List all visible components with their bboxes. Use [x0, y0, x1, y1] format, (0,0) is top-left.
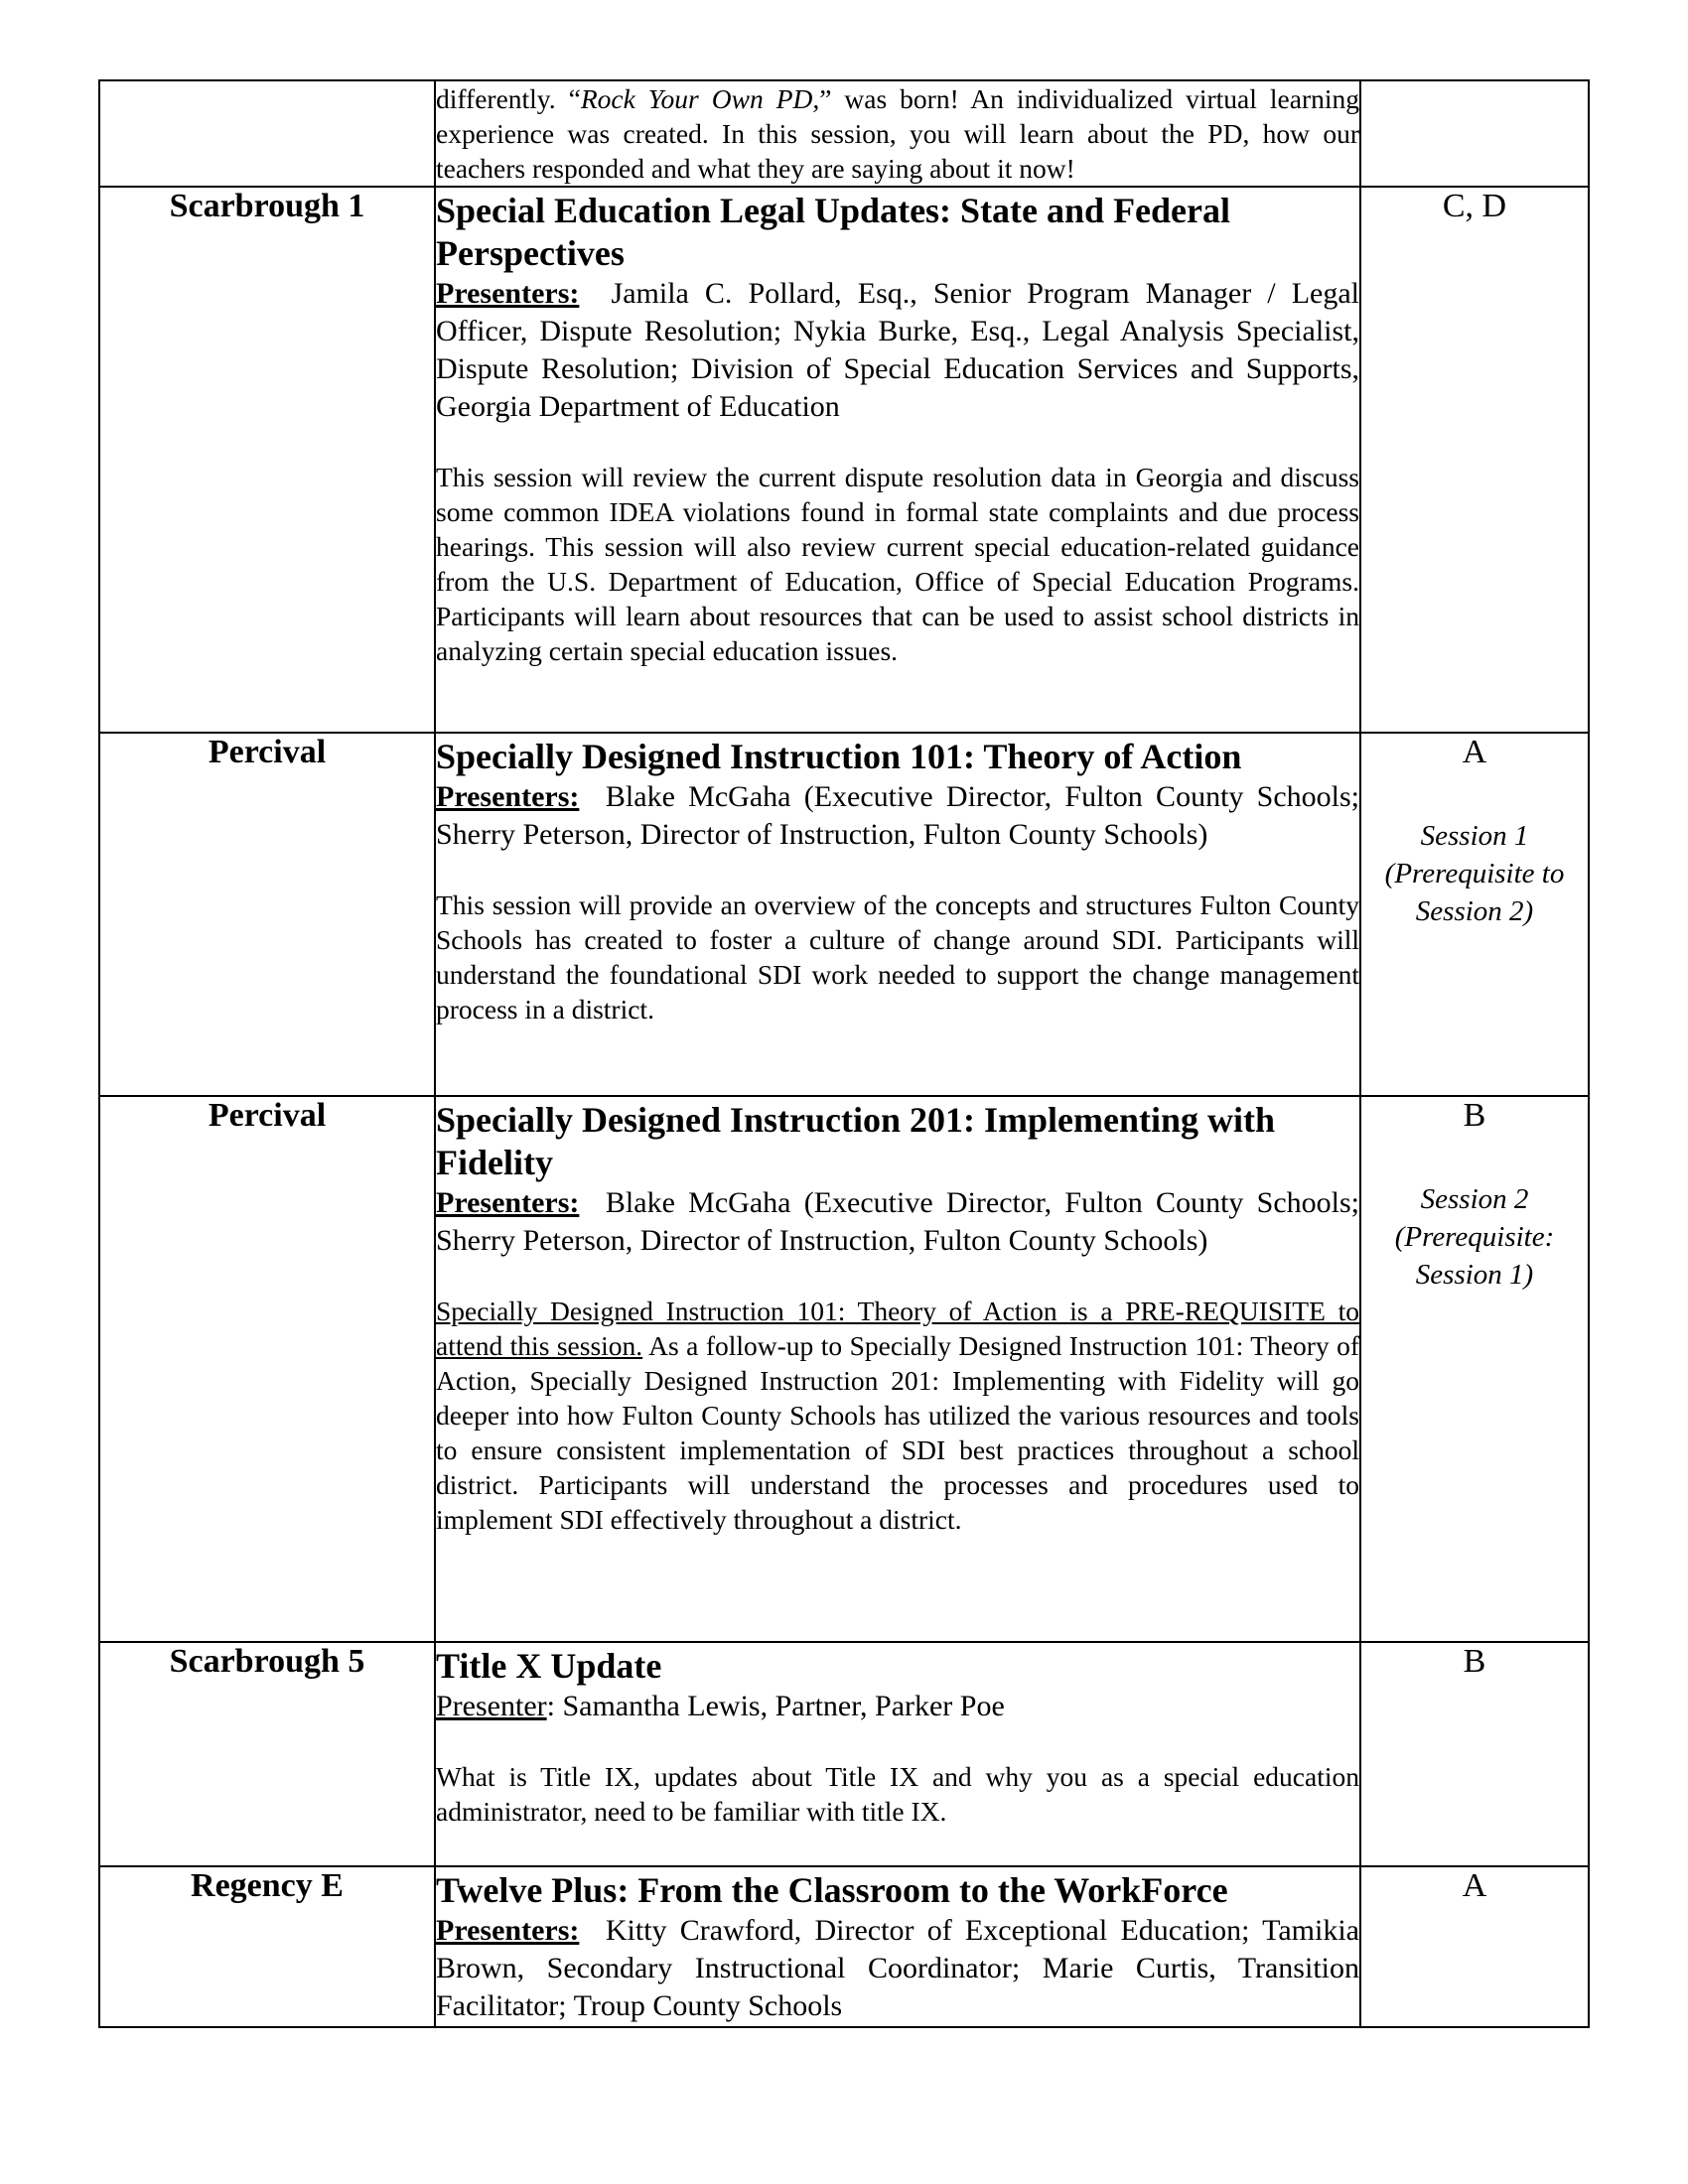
session-presenters: Presenters: Jamila C. Pollard, Esq., Senior Program Manager / Legal Officer, Dispute Resolution; Nykia Burke, Esq., Legal Analysis Specialist, Dispute Resolution; Division of Special Education Services and Supports, Georgia Department of Education	[436, 277, 1360, 423]
session-title: Title X Update	[436, 1646, 662, 1686]
session-presenters: Presenter: Samantha Lewis, Partner, Parker Poe	[436, 1690, 1005, 1722]
table-row	[99, 187, 1589, 733]
session-abstract: This session will review the current dispute resolution data in Georgia and discuss some common IDEA violations found in formal state complaints and due process hearings. This session will also review current special education-related guidance from the U.S. Department of Education, Office of Special Education Programs. Participants will learn about resources that can be used to assist school districts in analyzing certain special education issues.	[436, 462, 1359, 666]
presenters-label: Presenters:	[436, 780, 580, 813]
table-row	[99, 1642, 1589, 1866]
session-presenters: Presenters: Kitty Crawford, Director of Exceptional Education; Tamikia Brown, Secondary Instructional Coordinator; Marie Curtis, Transition Facilitator; Troup County Schools	[436, 1914, 1359, 2022]
session-description	[435, 1096, 1360, 1642]
session-abstract: differently. “Rock Your Own PD,” was born! An individualized virtual learning experience was created. In this session, you will learn about the PD, how our teachers responded and what they are saying about it now!	[436, 83, 1359, 184]
session-title: Special Education Legal Updates: State and Federal Perspectives	[436, 191, 1231, 273]
session-table	[98, 79, 1590, 2028]
session-code: B	[1360, 1642, 1589, 1866]
session-description	[435, 187, 1360, 733]
session-presenters: Presenters: Blake McGaha (Executive Director, Fulton County Schools; Sherry Peterson, Director of Instruction, Fulton County Schools)	[436, 1186, 1360, 1257]
session-code: B Session 2 (Prerequisite: Session 1)	[1360, 1096, 1589, 1642]
presenters-label: Presenter	[436, 1690, 547, 1722]
session-abstract: This session will provide an overview of the concepts and structures Fulton County Schools has created to foster a culture of change around SDI. Participants will understand the foundational SDI work needed to support the change management process in a district.	[436, 889, 1359, 1024]
session-description	[435, 80, 1360, 187]
session-abstract: Specially Designed Instruction 101: Theory of Action is a PRE-REQUISITE to attend this session. As a follow-up to Specially Designed Instruction 101: Theory of Action, Specially Designed Instruction 201: Implementing with Fidelity will go deeper into how Fulton County Schools has utilized the various resources and tools to ensure consistent implementation of SDI best practices throughout a school district. Participants will understand the processes and procedures used to implement SDI effectively throughout a district.	[436, 1296, 1359, 1535]
presenters-label: Presenters:	[436, 277, 580, 310]
prerequisite-notice: Specially Designed Instruction 101: Theory of Action is a PRE-REQUISITE to attend this session.	[436, 1296, 1359, 1361]
room-cell: Regency E	[99, 1866, 435, 2027]
room-cell: Percival	[99, 733, 435, 1096]
session-description	[435, 1642, 1360, 1866]
room-cell: Scarbrough 1	[99, 187, 435, 733]
session-presenters: Presenters: Blake McGaha (Executive Director, Fulton County Schools; Sherry Peterson, Director of Instruction, Fulton County Schools)	[436, 780, 1360, 851]
session-title: Specially Designed Instruction 201: Implementing with Fidelity	[436, 1100, 1276, 1182]
session-code: A	[1360, 1866, 1589, 2027]
room-cell: Scarbrough 5	[99, 1642, 435, 1866]
session-code: A Session 1 (Prerequisite to Session 2)	[1360, 733, 1589, 1096]
table-row	[99, 1096, 1589, 1642]
session-description	[435, 733, 1360, 1096]
presenters-label: Presenters:	[436, 1914, 580, 1947]
session-description	[435, 1866, 1360, 2027]
table-row	[99, 80, 1589, 187]
session-prerequisite-note: Session 1 (Prerequisite to Session 2)	[1384, 820, 1565, 927]
room-cell: Percival	[99, 1096, 435, 1642]
session-code	[1360, 80, 1589, 187]
session-title: Specially Designed Instruction 101: Theory of Action	[436, 737, 1242, 776]
table-row	[99, 1866, 1589, 2027]
presenters-label: Presenters:	[436, 1186, 580, 1219]
session-abstract: What is Title IX, updates about Title IX and why you as a special education administrator, need to be familiar with title IX.	[436, 1761, 1359, 1827]
table-row	[99, 733, 1589, 1096]
session-code: C, D	[1360, 187, 1589, 733]
session-prerequisite-note: Session 2 (Prerequisite: Session 1)	[1394, 1183, 1555, 1291]
session-title: Twelve Plus: From the Classroom to the WorkForce	[436, 1870, 1228, 1910]
room-cell	[99, 80, 435, 187]
